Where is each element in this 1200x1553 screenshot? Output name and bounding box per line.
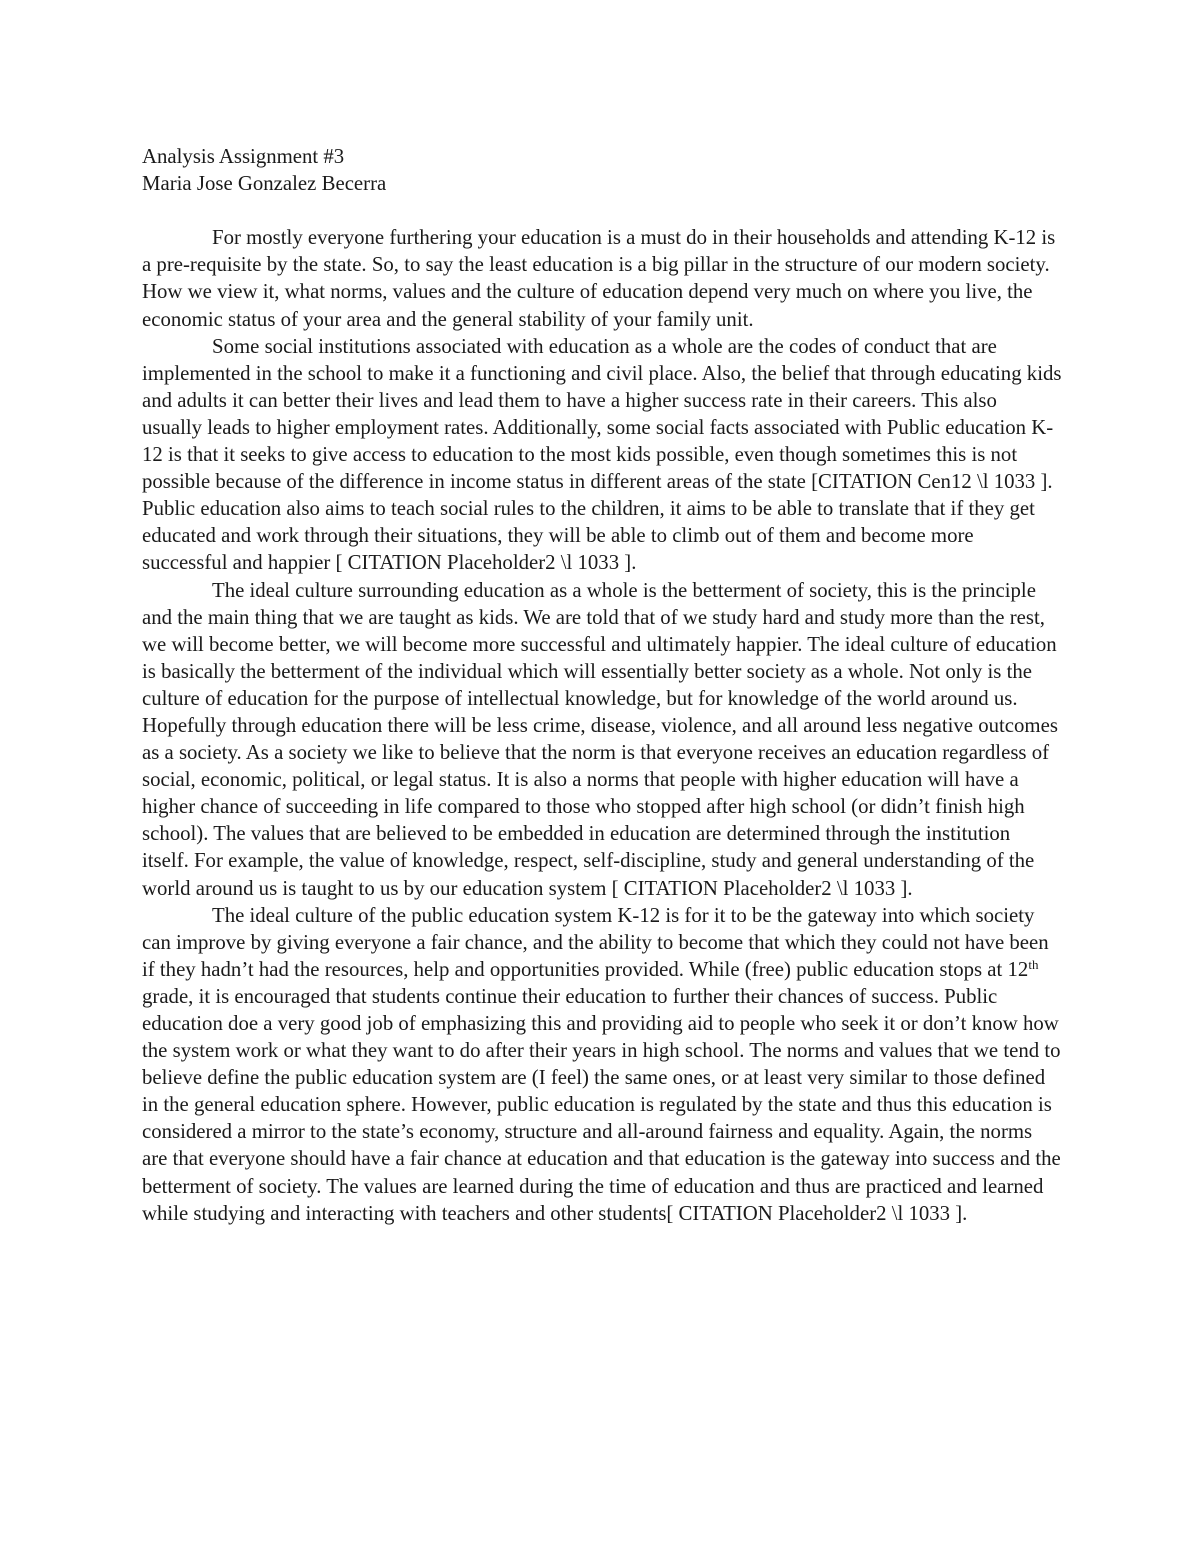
blank-line (142, 197, 1062, 224)
paragraph-4 (142, 902, 1062, 1227)
paragraph-1: For mostly everyone furthering your education is a must do in their households and attending K-12 is a pre-requisite by the state. So, to say the least education is a big pillar in the structure of our modern society. How we view it, what norms, values and the culture of education depend very much on where you live, the economic status of your area and the general stability of your family unit. (142, 226, 1056, 331)
paragraph-3: The ideal culture surrounding education as a whole is the betterment of society, this is the principle and the main thing that we are taught as kids. We are told that of we study hard and study more than the rest, we will become better, we will become more successful and ultimately happier. The ideal culture of education is basically the betterment of the individual which will essentially better society as a whole. Not only is the culture of education for the purpose of intellectual knowledge, but for knowledge of the world around us. Hopefully through education there will be less crime, disease, violence, and all around less negative outcomes as a society. As a society we like to believe that the norm is that everyone receives an education regardless of social, economic, political, or legal status. It is also a norms that people with higher education will have a higher chance of succeeding in life compared to those who stopped after high school (or didn’t finish high school). The values that are believed to be embedded in education are determined through the institution itself. For example, the value of knowledge, respect, self-discipline, study and general understanding of the world around us is taught to us by our education system [ CITATION Placeholder2 \l 1033 ]. (142, 578, 1058, 900)
paragraph-4-text-after: grade, it is encouraged that students continue their education to further their chances of success. Public education doe a very good job of emphasizing this and providing aid to people who seek it or don’t know how the system work or what they want to do after their years in high school. The norms and values that we tend to believe define the public education system are (I feel) the same ones, or at least very similar to those defined in the general education sphere. However, public education is regulated by the state and thus this education is considered a mirror to the state’s economy, structure and all-around fairness and equality. Again, the norms are that everyone should have a fair chance at education and that education is the gateway into success and the betterment of society. The values are learned during the time of education and thus are practiced and learned while studying and interacting with teachers and other students[ CITATION Placeholder2 \l 1033 ]. (142, 984, 1061, 1225)
document-title: Analysis Assignment #3 (142, 145, 345, 168)
document-body (142, 143, 1062, 1227)
paragraph-4-text-before: The ideal culture of the public education system K-12 is for it to be the gateway into which society can improve by giving everyone a fair chance, and the ability to become that which they could not have been if they hadn’t had the resources, help and opportunities provided. While (free) public education stops at 12 (142, 903, 1049, 981)
paragraph-2: Some social institutions associated with education as a whole are the codes of conduct that are implemented in the school to make it a functioning and civil place. Also, the belief that through educating kids and adults it can better their lives and lead them to have a higher success rate in their careers. This also usually leads to higher employment rates. Additionally, some social facts associated with Public education K-12 is that it seeks to give access to education to the most kids possible, even though sometimes this is not possible because of the difference in income status in different areas of the state [CITATION Cen12 \l 1033 ]. Public education also aims to teach social rules to the children, it aims to be able to translate that if they get educated and work through their situations, they will be able to climb out of them and become more successful and happier [ CITATION Placeholder2 \l 1033 ]. (142, 334, 1062, 575)
document-author: Maria Jose Gonzalez Becerra (142, 172, 387, 196)
ordinal-superscript: th (1028, 956, 1039, 972)
